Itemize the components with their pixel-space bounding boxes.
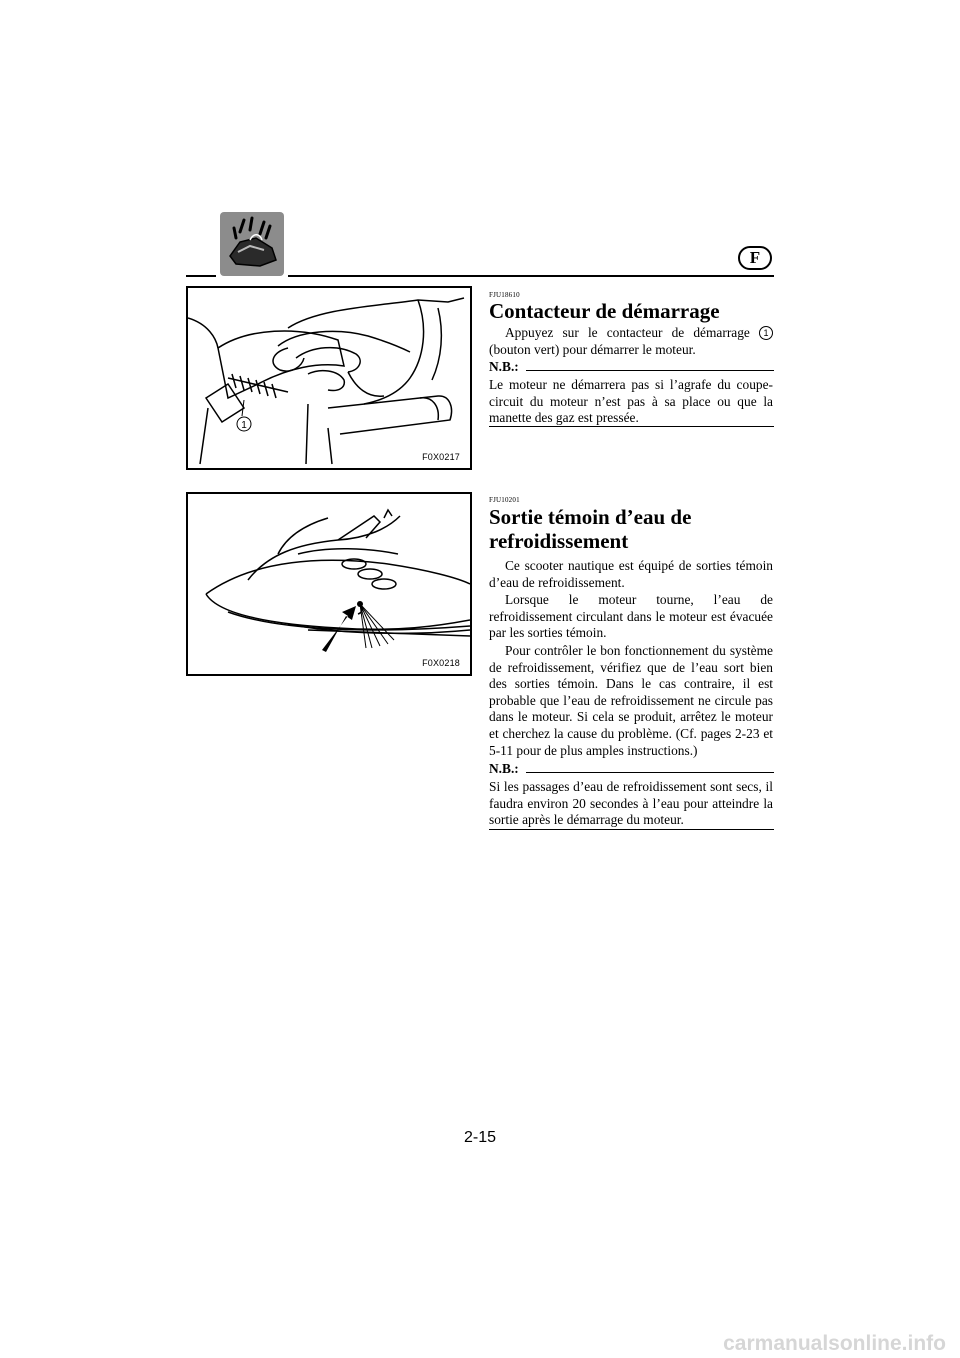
- note-rule-top: [526, 370, 774, 371]
- paragraph: Lorsque le moteur tourne, l’eau de refroidissement circulant dans le moteur est évacuée par les sorties témoin.: [489, 592, 773, 641]
- paragraph: Pour contrôler le bon fonctionnement du système de refroidissement, vérifiez que de l’eau sort bien des sorties témoin. Dans le cas contraire, il est probable que l’eau de refroidissement ne circule pas dans le moteur. Si cela se produit, arrêtez le moteur et cherchez la cause du problème. (Cf. pages 2-23 et 5-11 pour de plus amples instructions.): [489, 643, 773, 758]
- section-title: Contacteur de démarrage: [489, 299, 720, 323]
- paragraph: Ce scooter nautique est équipé de sorties témoin d’eau de refroidissement.: [489, 558, 773, 590]
- note-rule-bottom: [489, 829, 774, 830]
- cooling-water-pilot-outlet-illustration: [188, 494, 470, 674]
- section-title-line2: refroidissement: [489, 529, 629, 553]
- note-rule-top: [526, 772, 774, 773]
- note-label: N.B.:: [489, 761, 519, 776]
- figure-code: F0X0217: [422, 452, 460, 462]
- language-badge: F: [738, 246, 772, 270]
- callout-marker: 1: [759, 326, 773, 340]
- watercraft-spray-icon: [220, 212, 284, 276]
- note-rule-bottom: [489, 426, 774, 427]
- page-number: 2-15: [463, 1129, 497, 1146]
- figure-cooling-outlet: [186, 492, 472, 676]
- header-rule-left: [186, 275, 216, 277]
- header-rule-right: [288, 275, 774, 277]
- note-text: Le moteur ne démarrera pas si l’agrafe du coupe-circuit du moteur n’est pas à sa place ou que la manette des gaz est pressée.: [489, 377, 773, 426]
- section-intro: Appuyez sur le contacteur de démarrage 1 (bouton vert) pour démarrer le moteur.: [489, 325, 773, 358]
- note-label: N.B.:: [489, 359, 519, 374]
- section-code: FJU18610: [489, 291, 520, 299]
- figure-start-switch: [186, 286, 472, 470]
- figure-callout: 1: [241, 420, 247, 431]
- section-code: FJU10201: [489, 496, 520, 504]
- figure-code: F0X0218: [422, 658, 460, 668]
- watermark: carmanualsonline.info: [723, 1332, 946, 1355]
- note-text: Si les passages d’eau de refroidissement sont secs, il faudra environ 20 secondes à l’eau pour atteindre la sortie après le démarrage du moteur.: [489, 779, 773, 828]
- section-title-line1: Sortie témoin d’eau de: [489, 505, 692, 529]
- start-switch-illustration: [188, 288, 470, 468]
